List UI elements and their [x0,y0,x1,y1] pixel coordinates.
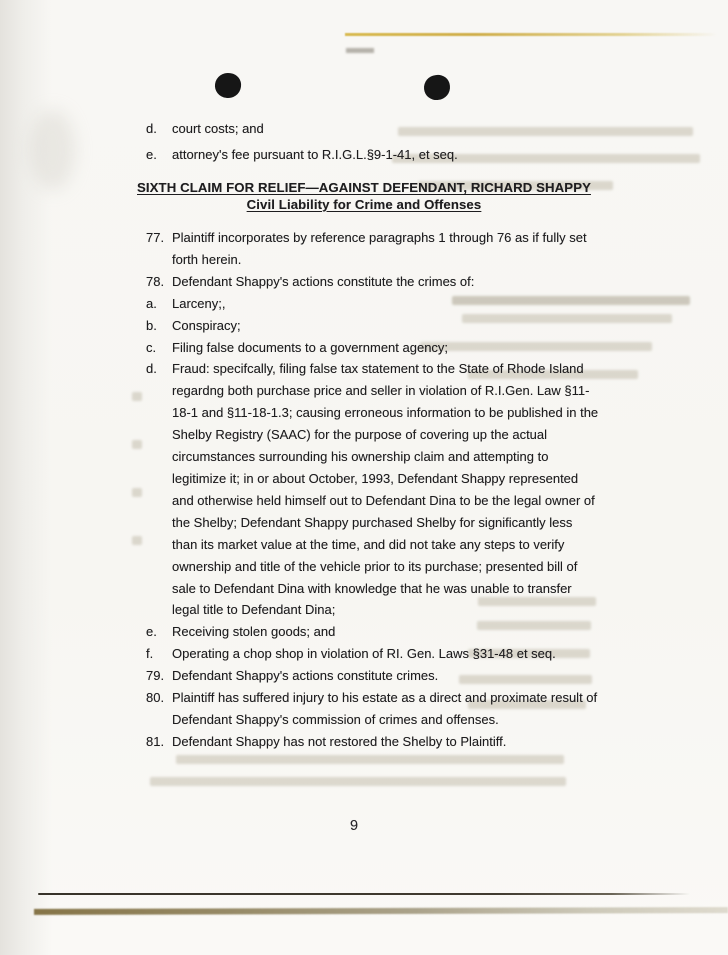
paragraph-text: Filing false documents to a government agency; [172,339,449,355]
paragraph-text: Receiving stolen goods; and [172,624,336,640]
claim-paragraph [146,687,646,731]
prior-relief-list [146,116,626,168]
claim-paragraph [146,227,646,271]
paragraph-marker: b. [146,317,157,333]
claim-paragraph [146,271,646,293]
paragraph-text: Plaintiff has suffered injury to his estate as a direct and proximate result of Defendant Shappy's commission of crimes and offenses. [172,690,598,727]
claim-heading-subtitle: Civil Liability for Crime and Offenses [246,196,482,212]
claim-paragraph [146,293,646,315]
paragraph-marker: a. [146,295,157,311]
claim-paragraph [146,315,646,337]
page-bottom-edge-band [34,907,728,915]
claim-heading [10,180,718,213]
paragraph-marker: 79. [146,668,165,684]
claim-paragraph [146,337,646,359]
page-bottom-edge-line [38,893,690,895]
paragraph-marker: 80. [146,690,165,706]
claim-paragraphs [146,227,646,753]
paragraph-text: Defendant Shappy's actions constitute crimes. [172,668,439,684]
list-item-text: attorney's fee pursuant to R.I.G.L.§9-1-41, et seq. [172,147,458,162]
relief-list-item [146,142,626,168]
hole-punch-left [213,71,242,99]
claim-paragraph [146,731,646,753]
hole-punch-right [423,74,451,102]
list-item-marker: d. [146,121,157,136]
paragraph-marker: 81. [146,733,165,749]
paragraph-marker: e. [146,624,157,640]
paragraph-marker: 77. [146,230,165,245]
claim-paragraph [146,358,646,621]
paragraph-marker: f. [146,646,154,662]
paragraph-marker: c. [146,339,157,355]
relief-list-item [146,116,626,142]
paragraph-marker: d. [146,361,157,377]
paragraph-text: Defendant Shappy's actions constitute the crimes of: [172,273,475,289]
claim-paragraph [146,643,646,665]
paragraph-text: Operating a chop shop in violation of RI. Gen. Laws §31-48 et seq. [172,646,556,662]
paragraph-marker: 78. [146,273,165,289]
claim-paragraph [146,621,646,643]
paragraph-text: Larceny;, [172,295,226,311]
paragraph-text: Conspiracy; [172,317,241,333]
list-item-text: court costs; and [172,121,264,136]
page-number: 9 [349,818,359,834]
paragraph-text: Defendant Shappy has not restored the Shelby to Plaintiff. [172,733,507,749]
paragraph-text: Plaintiff incorporates by reference paragraphs 1 through 76 as if fully set forth herein. [172,230,587,267]
page-edge-tan-line [345,33,717,36]
scan-smudge-small [346,48,374,53]
list-item-marker: e. [146,147,157,162]
scan-smudge [30,110,75,190]
paragraph-text: Fraud: specifcally, filing false tax statement to the State of Rhode Island regardng both purchase price and seller in violation of R.I.Gen. Law §11- 18-1 and §11-18-1.3; causing erroneous information to be published in the Shelby Registry (SAAC) for the purpose of covering up the actual circumstances surrounding his ownership claim and attempting to legitimize it; in or about October, 1993, Defendant Shappy represented and otherwise held himself out to Defendant Dina to be the legal owner of the Shelby; Defendant Shappy purchased Shelby for significantly less than its market value at the time, and did not take any steps to verify ownership and title of the vehicle prior to its purchase; presented bill of sale to Defendant Dina with knowledge that he was unable to transfer legal title to Defendant Dina; [172,361,599,618]
scanner-edge-shadow [0,0,52,955]
claim-heading-title: SIXTH CLAIM FOR RELIEF—AGAINST DEFENDANT, RICHARD SHAPPY [137,180,591,195]
claim-paragraph [146,665,646,687]
